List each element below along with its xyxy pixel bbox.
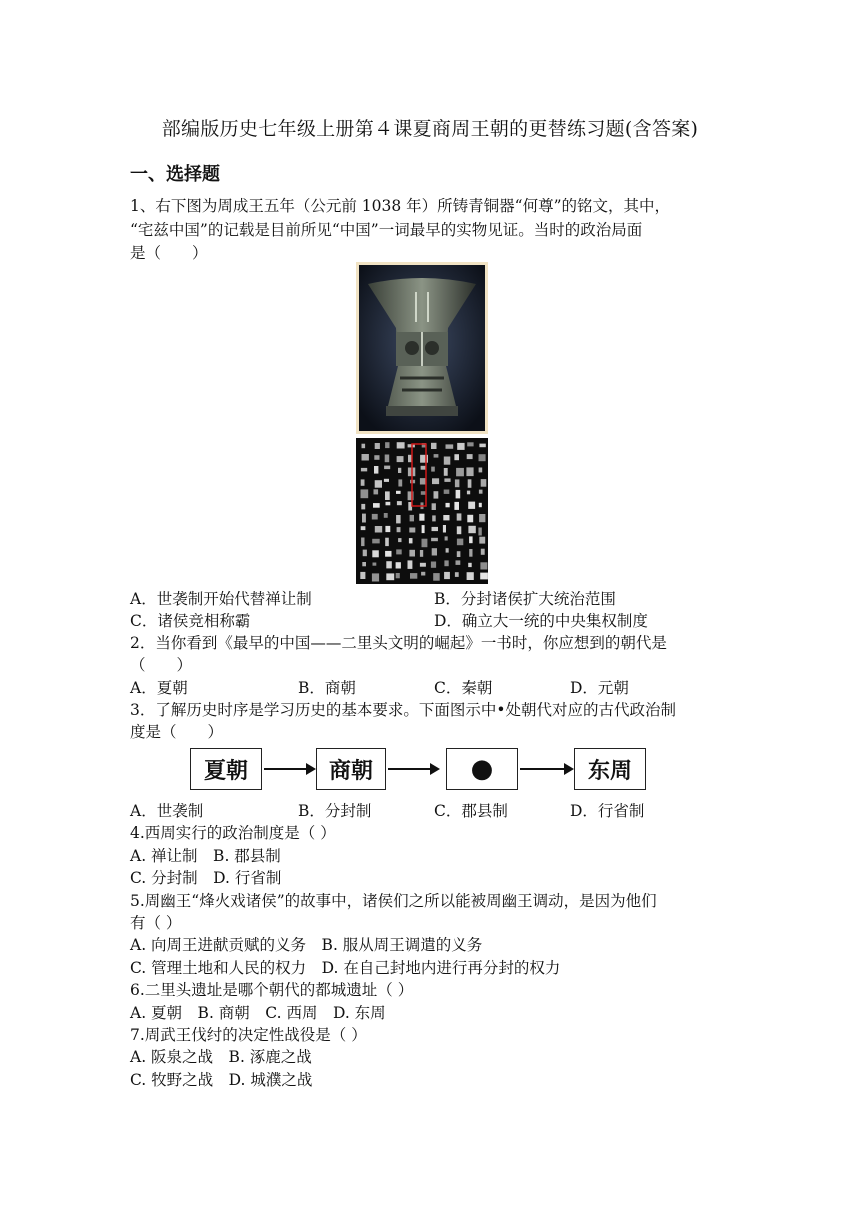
q5-text-line1: 5.周幽王“烽火戏诸侯”的故事中，诸侯们之所以能被周幽王调动，是因为他们	[130, 892, 657, 910]
q2-option-c: C．秦朝	[434, 679, 493, 697]
q5-options-row2: C. 管理土地和人民的权力 D. 在自己封地内进行再分封的权力	[130, 959, 561, 977]
q1-text-line1: 1、右下图为周成王五年（公元前 1038 年）所铸青铜器“何尊”的铭文，其中，	[130, 197, 671, 215]
q1-option-b: B．分封诸侯扩大统治范围	[434, 590, 616, 608]
q7-options-row2: C. 牧野之战 D. 城濮之战	[130, 1071, 313, 1089]
q3-option-c: C．郡县制	[434, 802, 508, 820]
dynasty-sequence-diagram	[190, 748, 650, 794]
q4-options-row1: A. 禅让制 B. 郡县制	[130, 847, 281, 865]
q1-option-a: A．世袭制开始代替禅让制	[130, 590, 312, 608]
arrow-icon	[518, 760, 576, 778]
q5-options-row1: A. 向周王进献贡赋的义务 B. 服从周王调遣的义务	[130, 936, 483, 954]
q2-text-line1: 2．当你看到《最早的中国——二里头文明的崛起》一书时，你应想到的朝代是	[130, 634, 667, 652]
bronze-vessel-photo	[356, 262, 488, 434]
q7-options-row1: A. 阪泉之战 B. 涿鹿之战	[130, 1048, 312, 1066]
q6-options-row1: A. 夏朝 B. 商朝 C. 西周 D. 东周	[130, 1004, 386, 1022]
q1-option-d: D．确立大一统的中央集权制度	[434, 612, 648, 630]
q3-option-a: A．世袭制	[130, 802, 204, 820]
q1-text-line3: 是（ ）	[130, 244, 208, 262]
q5-text-line2: 有（ ）	[130, 914, 182, 932]
q3-text-line1: 3．了解历史时序是学习历史的基本要求。下面图示中•处朝代对应的古代政治制	[130, 701, 677, 719]
q1-text-line2: “宅兹中国”的记载是目前所见“中国”一词最早的实物见证。当时的政治局面	[130, 221, 643, 239]
arrow-icon	[386, 760, 442, 778]
arrow-icon	[262, 760, 318, 778]
flow-box-xia: 夏朝	[190, 748, 262, 790]
q3-text-line2: 度是（ ）	[130, 723, 224, 741]
q2-option-a: A．夏朝	[130, 679, 188, 697]
q4-options-row2: C. 分封制 D. 行省制	[130, 869, 282, 887]
q2-option-d: D．元朝	[570, 679, 629, 697]
inscription-rubbing-image	[356, 438, 488, 584]
q3-option-d: D．行省制	[570, 802, 645, 820]
flow-box-shang: 商朝	[316, 748, 386, 790]
q2-text-line2: （ ）	[130, 656, 193, 674]
flow-box-east-zhou: 东周	[574, 748, 646, 790]
document-title: 部编版历史七年级上册第４课夏商周王朝的更替练习题(含答案)	[161, 118, 699, 140]
q2-option-b: B．商朝	[298, 679, 356, 697]
section-heading: 一、选择题	[130, 164, 220, 185]
q4-text: 4.西周实行的政治制度是（ ）	[130, 824, 336, 842]
q6-text: 6.二里头遗址是哪个朝代的都城遗址（ ）	[130, 981, 414, 999]
q1-option-c: C．诸侯竞相称霸	[130, 612, 251, 630]
q3-option-b: B．分封制	[298, 802, 372, 820]
flow-box-unknown-dot: ●	[446, 748, 518, 790]
q7-text: 7.周武王伐纣的决定性战役是（ ）	[130, 1026, 367, 1044]
